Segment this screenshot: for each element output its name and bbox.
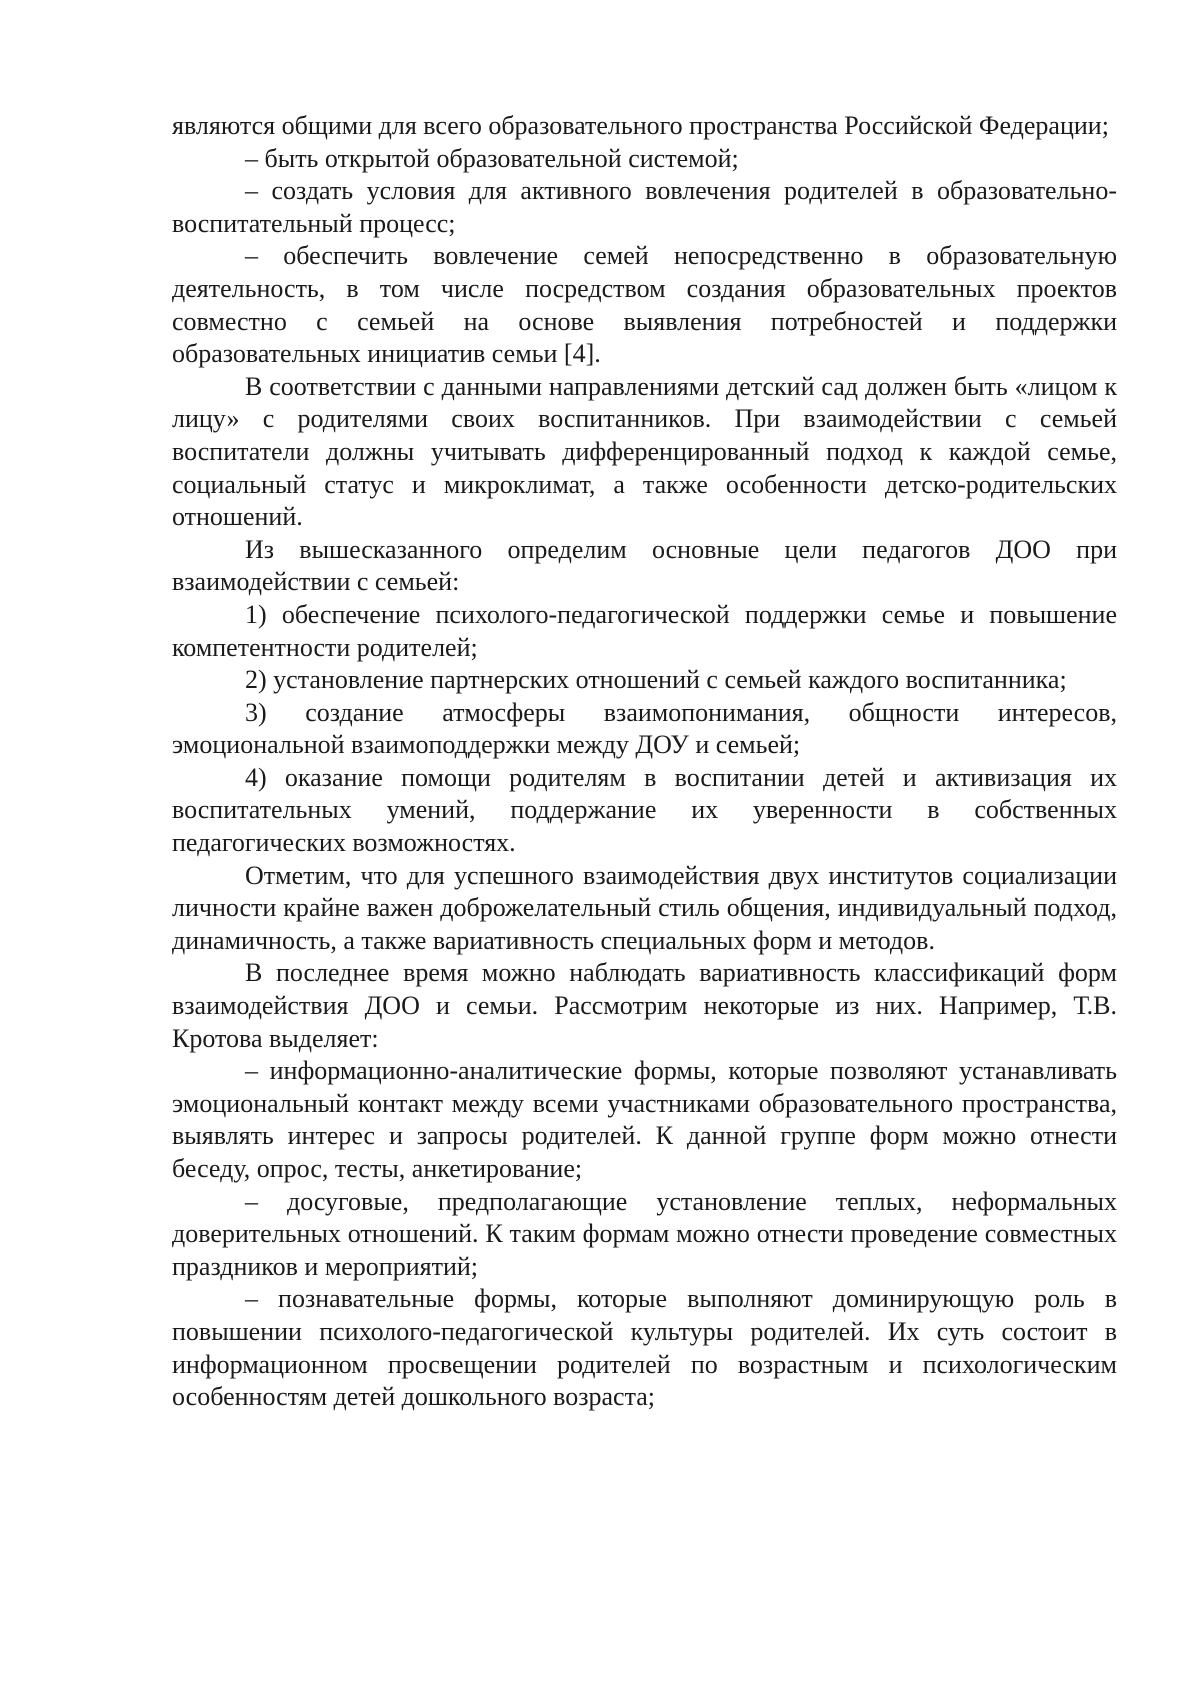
goal-item-4: 4) оказание помощи родителям в воспитании детей и активизация их воспитательных умений, поддержание их уверенности в собственных педагогических возможностях. [172,762,1117,860]
goal-item-3: 3) создание атмосферы взаимопонимания, общности интересов, эмоциональной взаимоподдержки между ДОУ и семьей; [172,697,1117,762]
list-item-open-system: – быть открытой образовательной системой; [172,143,1117,176]
paragraph-communication-style: Отметим, что для успешного взаимодействия двух институтов социализации личности крайне важен доброжелательный стиль общения, индивидуальный подход, динамичность, а также вариативность специальных форм и методов. [172,860,1117,958]
paragraph-classifications: В последнее время можно наблюдать вариативность классификаций форм взаимодействия ДОО и семьи. Рассмотрим некоторые из них. Например, Т.В. Кротова выделяет: [172,957,1117,1055]
list-item-parent-involvement: – создать условия для активного вовлечения родителей в образовательно-воспитательный процесс; [172,175,1117,240]
document-page [172,110,1117,1414]
paragraph-continuation: являются общими для всего образовательного пространства Российской Федерации; [172,110,1117,143]
form-item-cognitive: – познавательные формы, которые выполняют доминирующую роль в повышении психолого-педагогической культуры родителей. Их суть состоит в информационном просвещении родителей по возрастным и психологическим особенностям детей дошкольного возраста; [172,1283,1117,1413]
goal-item-1: 1) обеспечение психолого-педагогической поддержки семье и повышение компетентности родителей; [172,599,1117,664]
paragraph-kindergarten-directions: В соответствии с данными направлениями детский сад должен быть «лицом к лицу» с родителями своих воспитанников. При взаимодействии с семьей воспитатели должны учитывать дифференцированный подход к каждой семье, социальный статус и микроклимат, а также особенности детско-родительских отношений. [172,371,1117,534]
form-item-analytical: – информационно-аналитические формы, которые позволяют устанавливать эмоциональный контакт между всеми участниками образовательного пространства, выявлять интерес и запросы родителей. К данной группе форм можно отнести беседу, опрос, тесты, анкетирование; [172,1055,1117,1185]
form-item-leisure: – досуговые, предполагающие установление теплых, неформальных доверительных отношений. К таким формам можно отнести проведение совместных праздников и мероприятий; [172,1186,1117,1284]
list-item-family-engagement: – обеспечить вовлечение семей непосредственно в образовательную деятельность, в том числе посредством создания образовательных проектов совместно с семьей на основе выявления потребностей и поддержки образовательных инициатив семьи [4]. [172,240,1117,370]
goal-item-2: 2) установление партнерских отношений с семьей каждого воспитанника; [172,664,1117,697]
paragraph-goals-intro: Из вышесказанного определим основные цели педагогов ДОО при взаимодействии с семьей: [172,534,1117,599]
